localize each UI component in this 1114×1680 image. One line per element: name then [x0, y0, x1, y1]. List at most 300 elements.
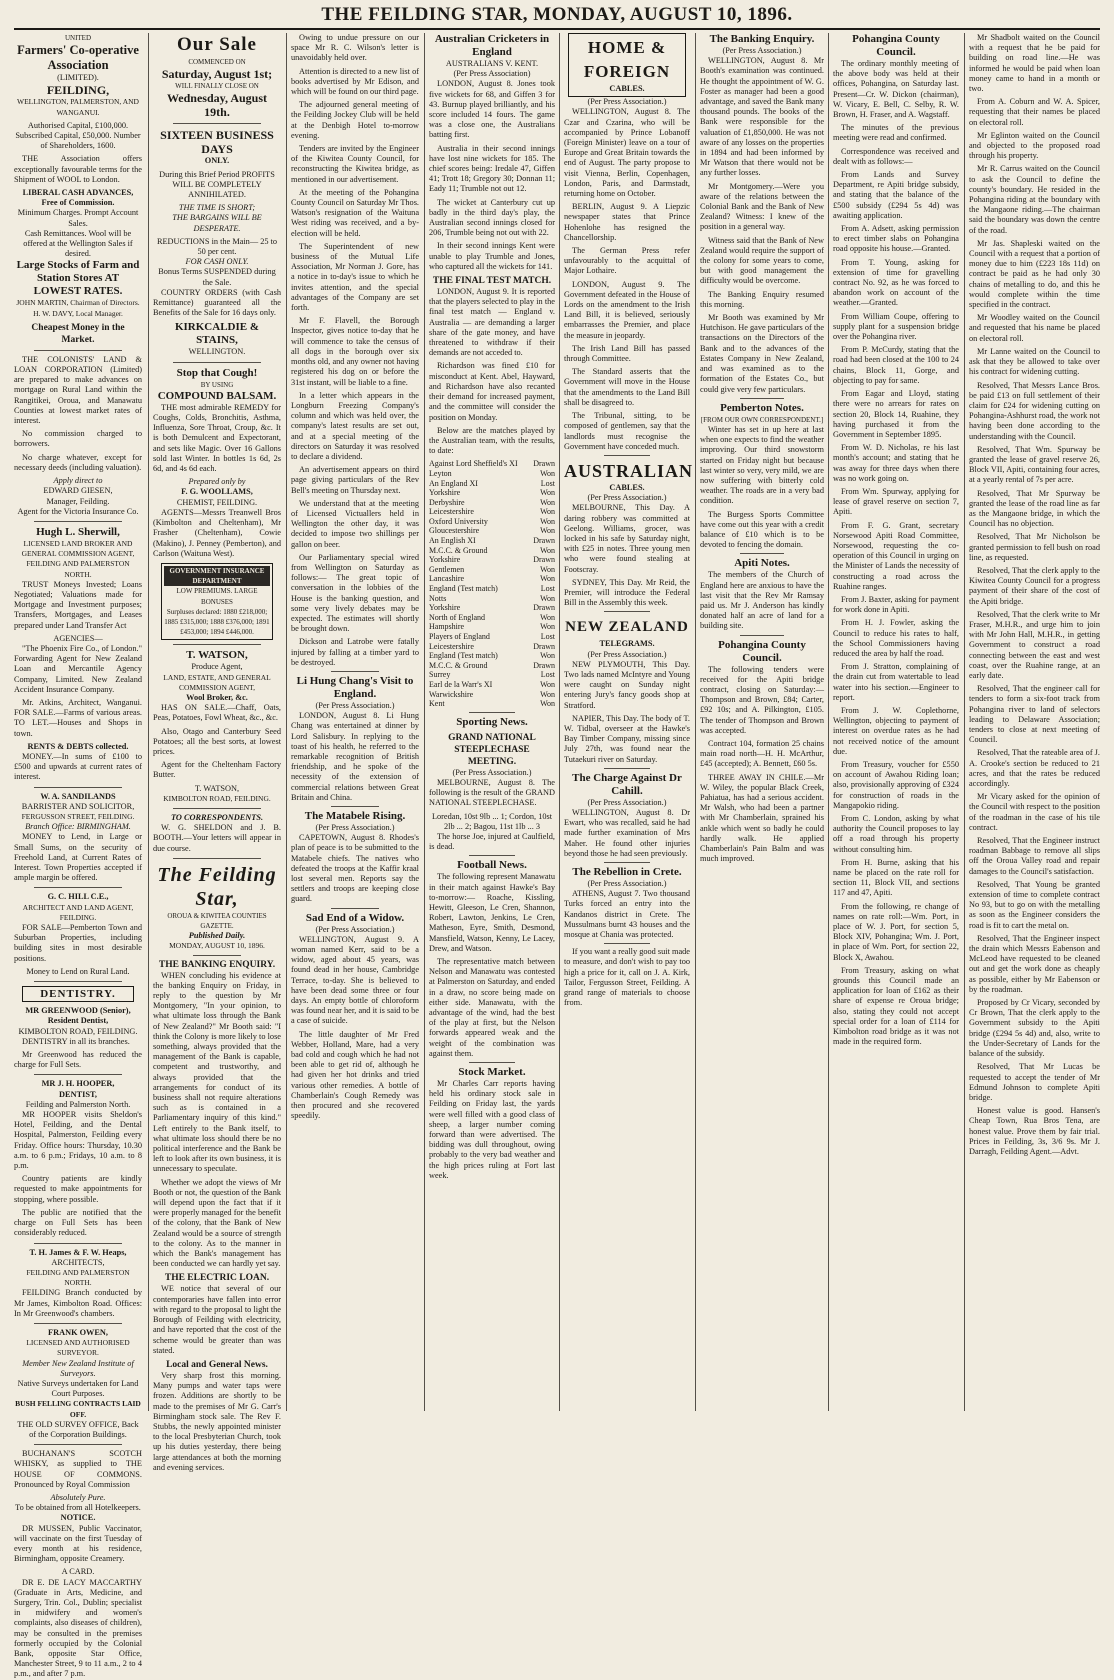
capital-text: Authorised Capital, £100,000. Subscribed Capital, £50,000. Number of Shareholders, 1600.: [15, 120, 141, 151]
council-text-13: From J. Baxter, asking for payment for work done in Apiti.: [833, 594, 959, 615]
match-team: North of England: [429, 612, 485, 622]
bargains-text: THE BARGAINS WILL BE DESPERATE.: [172, 213, 262, 233]
pure-text: Absolutely Pure.: [50, 1492, 106, 1502]
match-result: Lost: [540, 670, 555, 680]
banking-text: WHEN concluding his evidence at the banking Enquiry on Friday, in reply to the question by Mr Montgomery, "In your opinion, to what ultimate loss through the Bank of New Zealand?" Mr Booth said: "I think the Colony is more likely to lose something, always provided that the management of the Bank is capable, competent and trustworthy, and always provided that the arrangements for conduct of its business shall not require alterations such as is contained in a Parliamentary inquiry of this kind." Left entirely to the Bank itself, to what ultimate loss should there be no political interference and the Bank be left to look after its own business, it is unnecessary to speculate.: [153, 970, 281, 1174]
column-6: [700, 33, 824, 1411]
match-result: Drawn: [533, 459, 555, 469]
hooper-loc: Feilding and Palmerston North.: [25, 1099, 131, 1109]
column-7: [833, 33, 959, 1411]
rebellion-heading: The Rebellion in Crete.: [572, 866, 682, 878]
col8-text-11: Resolved, That Mr Nicholson be granted permission to fell bush on road line, as requested.: [969, 532, 1100, 562]
match-team: Warwickshire: [429, 689, 474, 699]
bonus-text: Bonus Terms SUSPENDED during the Sale.: [158, 267, 276, 287]
native-text: Native Surveys undertaken for Land Court Purposes.: [17, 1378, 139, 1399]
separator: [604, 455, 650, 456]
col3-text-4: Tenders are invited by the Engineer of the Kiwitea County Council, for reconstructing the Kiwitea bridge, as mentioned in our advertisement.: [291, 144, 419, 184]
football-heading: Football News.: [457, 859, 527, 872]
during-text: During this Brief Period PROFITS WILL BE COMPLETELY ANNIHILATED.: [159, 169, 275, 200]
match-team: Yorkshire: [429, 555, 461, 565]
match-result: Won: [540, 651, 555, 661]
match-team: Earl de la Warr's XI: [429, 679, 493, 689]
masthead: [14, 4, 1100, 30]
col8-text-5: Mr Jas. Shapleski waited on the Council with a request that a portion of money due to him (£223 18s 11d) on contract be paid as he had only 30 chains of metalling to do, and this he would complete within the time specified in the contract.: [969, 238, 1100, 310]
council-text-1: The ordinary monthly meeting of the above body was held at their offices, Pohangina, on Saturday last. Present—Cr. W. Dickon (chairman), W. Vicary, E. Bell, C. Selby, R. W. Brown, H. Fraser, and A. Wagstaff.: [833, 59, 959, 120]
column-5: [564, 33, 694, 1411]
licensed-text: LICENSED AND AUTHORISED SURVEYOR.: [26, 1338, 130, 1358]
match-row: [429, 488, 555, 498]
kirkcaldie-heading: KIRKCALDIE & STAINS,: [174, 321, 260, 347]
banking-enquiry-text-5: Mr Booth was examined by Mr Hutchison. He gave particulars of the transactions on the Directors of the Bank and to the advances of the Estates Company in New Zealand, and was examined as to the formation of the Estates Co., but could give very few particulars.: [700, 313, 824, 394]
col8-text-15: Resolved, That the rateable area of J. A. Crooke's section be reduced to 21 acres, and that the rates be reduced accordingly.: [969, 748, 1100, 789]
intro-text: THE Association offers exceptionally favourable terms for the Shipment of WOOL to London.: [14, 154, 142, 184]
colonists-text: THE COLONISTS' LAND & LOAN CORPORATION (Limited) are prepared to make advances on mortgage on Rural Land within the Rangitikei, Oroua, and Manawatu Counties at lowest market rates of interest.: [14, 354, 142, 426]
cables-text-7: The Tribunal, sitting, to be composed of gentlemen, say that the landlords must recognise the Government have conceded much.: [564, 411, 690, 451]
only-label: ONLY.: [204, 156, 230, 166]
final-text: LONDON, August 9. It is reported that the players selected to play in the final test match — England v. Australia — are demanding a larger share of the gate money, and have threatened to withdraw if their demands are not acceded to.: [429, 287, 555, 358]
cricket-text-3: The wicket at Canterbury cut up badly in the third day's play, the Australian second innings closed for 206, Trumble being not out with 22.: [429, 197, 555, 238]
separator: [34, 1243, 122, 1244]
col8-text-8: Resolved, That Messrs Lance Bros. be paid £13 on full settlement of their claim for £24 for widening cutting on Pohangina-Ashhurst road, the work not having been done according to the understanding with the Council.: [969, 380, 1100, 441]
acard-heading: A CARD.: [61, 1567, 95, 1577]
match-result: Drawn: [533, 555, 555, 565]
match-result: Lost: [540, 478, 555, 488]
separator: [34, 1444, 122, 1445]
col3-text-5: At the meeting of the Pohangina County Council on Saturday Mr Thos. Watson's resignation of the Waituna West riding was received, and a by-election will be held.: [291, 187, 419, 238]
sad-heading: Sad End of a Widow.: [305, 911, 405, 924]
matabele-tag: (Per Press Association.): [315, 823, 395, 833]
match-row: [429, 670, 555, 680]
match-team: England (Test match): [429, 651, 498, 661]
match-row: [429, 469, 555, 479]
published-text: Published Daily.: [188, 931, 246, 941]
nz-text: NEW PLYMOUTH, This Day. Two lads named McIntyre and Young were caught on Sunday night entering Jury's fancy goods shop at Stratford.: [564, 659, 690, 710]
grand-results: Loredan, 10st 9lb ... 1; Cordon, 10st 2lb ... 2; Bagou, 11st 1lb ... 3: [431, 811, 553, 831]
col3-text-9: An advertisement appears on third page giving particulars of the Rev Bell's meeting on Thursday next.: [291, 465, 419, 495]
match-result: Drawn: [533, 660, 555, 670]
separator: [173, 123, 261, 124]
country-orders-text: COUNTRY ORDERS (with Cash Remittance) guaranteed all the Benefits of the Sale for 16 days only.: [153, 287, 281, 318]
separator: [740, 553, 784, 554]
separator: [34, 350, 122, 351]
pohangina-text-3: THREE AWAY IN CHILE.—Mr W. Wiley, the popular Black Creek, Pahiatua, has had a serious accident. Mr Walsh, who had been a partner with Mr Chamberlain, sprained his ankle which went so badly he could hardly walk. He applied Chamberlain's Pain Balm and was much improved.: [700, 772, 824, 864]
separator: [34, 521, 122, 522]
barrister-text: BARRISTER AND SOLICITOR,: [21, 801, 135, 811]
australian-heading: AUSTRALIAN: [564, 460, 694, 481]
match-row: [429, 651, 555, 661]
time-text: THE TIME IS SHORT;: [178, 203, 256, 213]
match-row: [429, 690, 555, 700]
col3-text-2: Attention is directed to a new list of books advertised by Mr Edison, and which will be found on our third page.: [291, 66, 419, 97]
match-row: [429, 594, 555, 604]
col8-text-9: Resolved, That Wm. Spurway be granted the lease of gravel reserve 26, Block VII, Apiti, containing four acres, at a yearly rental of 7s per acre.: [969, 444, 1100, 485]
column-2: [153, 33, 281, 1472]
nowhatever-text: No charge whatever, except for necessary deeds (including valuation).: [14, 452, 142, 472]
separator: [173, 362, 261, 363]
col8-text-1: Mr Shadbolt waited on the Council with a request that he be paid for building on road line.—He was informed he would be paid when loan money came to hand in a month or two.: [969, 33, 1100, 94]
canterbury-text: Also, Otago and Canterbury Seed Potatoes; all the best sorts, at lowest prices.: [153, 726, 281, 756]
assoc-name: Farmers' Co-operative Association: [17, 43, 139, 73]
prepared-text: Prepared only by: [188, 477, 246, 487]
kimbolton-text: KIMBOLTON ROAD, FEILDING.: [18, 1026, 138, 1036]
council-text-3: Correspondence was received and dealt with as follows:—: [833, 146, 959, 166]
charge-text: WELLINGTON, August 8. Dr Ewart, who was recalled, said he had made further examination of Mrs Maher. He found other injuries beyond those he had seen previously.: [564, 807, 690, 858]
star-title: The Feilding Star,: [157, 863, 277, 910]
col8-text-3: Mr Eglinton waited on the Council and objected to the proposed road through his property.: [969, 130, 1100, 161]
separator: [173, 858, 261, 859]
council-text-4: From Lands and Survey Department, re Apiti bridge subsidy, and stating that the balance of the £500 subsidy (£294 5s 4d) was awaiting application.: [833, 170, 959, 220]
council-text-20: From the following, re change of names on rate roll:—Wm. Port, in place of W. J. Port, for section 5, Block XIV, Pohangina; Wm. J. Port, in place of Wm. Port, for section 22, Block X, Awahou.: [833, 901, 959, 962]
hason-text: HAS ON SALE.—Chaff, Oats, Peas, Potatoes, Fowl Wheat, &c., &c.: [153, 703, 281, 723]
col3-text-3: The adjourned general meeting of the Feilding Jockey Club will be held at the Denbigh Hotel to-morrow evening.: [291, 100, 419, 140]
local-text: Very sharp frost this morning. Many pumps and water taps were frozen. Additions are shortly to be made to the premises of Mr G. Carr's Birmingham stock sale. The Rev F. Stubbs, the newly appointed minister to the local Presbyterian Church, took up his duties yesterday, there being large attendances at both the morning and evening services.: [153, 1370, 281, 1472]
saturday-label: Saturday, August 1st;: [161, 67, 273, 82]
separator: [331, 671, 379, 672]
final-heading: THE FINAL TEST MATCH.: [432, 276, 552, 287]
col8-text-18: Resolved, That Young be granted extension of time to complete contract No 93, but to go on with the metalling as soon as the Engineer considers the road is fit to cart the metal on.: [969, 879, 1100, 930]
wool-text: Wool Broker, &c.: [186, 692, 248, 702]
nz-tag: (Per Press Association.): [587, 649, 667, 659]
banking-text-2: Whether we adopt the views of Mr Booth or not, the question of the Bank will depend upon the fact that if it were properly managed for the benefit of the colony, that the Bank of New Zealand would be a source of strength to the colony. As to the manner in which the Bank's management has been conducted we can hardly yet say.: [153, 1177, 281, 1269]
electric-heading: THE ELECTRIC LOAN.: [164, 1273, 270, 1284]
grand-heading: GRAND NATIONAL STEEPLECHASE MEETING.: [448, 732, 536, 767]
stocks-text: Large Stocks of Farm and Station Stores AT LOWEST RATES.: [16, 259, 140, 298]
final-text-2: Richardson was fined £10 for misconduct at Kent. Abel, Hayward, and Richardson have also recanted their demand for increased payment, and the committee will consider the position on Monday.: [429, 361, 555, 422]
trust-text: TRUST Moneys Invested; Loans Negotiated; Valuations made for Mortgage and Investment purposes; Transfers, Mortgages, and Leases prepared under Land Transfer Act: [14, 579, 142, 630]
greenwood-name: MR GREENWOOD (Senior), Resident Dentist,: [25, 1006, 131, 1026]
cricket-tag: (Per Press Association): [453, 69, 531, 79]
public-text: The public are notified that the charge on Full Sets has been considerably reduced.: [14, 1207, 142, 1238]
col3-text-11: Our Parliamentary special wired from Wellington on Saturday as follows:— The great topic of conversation in the lobbies of the House is the banking question, and some very lively debates may be expected. The estimates will shortly be brought down.: [291, 552, 419, 634]
separator: [604, 611, 650, 612]
council-text-2: The minutes of the previous meeting were read and confirmed.: [833, 123, 959, 143]
land-text: LAND, ESTATE, AND GENERAL COMMISSION AGENT,: [163, 672, 271, 692]
match-team: Gentlemen: [429, 564, 465, 574]
separator: [173, 644, 261, 645]
feilding-branch-text: FEILDING Branch conducted by Mr James, Kimbolton Road. Offices: In Mr Greenwood's chambers.: [14, 1288, 142, 1318]
council-text-21: From Treasury, asking on what grounds this Council made an application for loan of £162 as their share of expense re Oroua bridge; also, stating they could not accept special order for a loan of £114 for Kimbolton road bridge as it was not made in the required form.: [833, 965, 959, 1047]
chemist-text: CHEMIST, FEILDING.: [176, 497, 258, 507]
by-using-label: BY USING: [200, 380, 234, 389]
match-result: Lost: [540, 584, 555, 594]
charge-tag: (Per Press Association.): [587, 797, 667, 807]
council-text-16: From J. W. Coplethorne, Wellington, objecting to payment of interest on overdue rates as he had not received notice of the amount due.: [833, 705, 959, 756]
australian-text: MELBOURNE, This Day. A daring robbery was committed at Geelong. Williams, grocer, was locked in his safe by Saturday night, with £25 in notes. Three young men who were found stealing at Footscray.: [564, 503, 690, 574]
date-text: MONDAY, AUGUST 10, 1896.: [169, 941, 265, 951]
match-team: Surrey: [429, 670, 451, 680]
insurance-box: [161, 563, 273, 640]
match-result: Won: [540, 593, 555, 603]
banking-enquiry-text-1: WELLINGTON, August 8. Mr Booth's examination was continued. He thought the appointment of W. G. Foster as manager had been a good advantage, and saved the Bank many thousand pounds. The books of the Bank were responsible for the valuation of £1,850,000. He was not aware of any losses on the properties in 1894 and had been informed by Mr Watson that there would not be any further losses.: [700, 56, 824, 178]
separator: [740, 635, 784, 636]
atkins-text: Mr. Atkins, Architect, Wanganui. FOR SALE.—Farms of various areas. TO LET.—Houses and Shops in town.: [14, 697, 142, 738]
match-result: Drawn: [533, 536, 555, 546]
australian-text-2: SYDNEY, This Day. Mr Reid, the Premier, will introduce the Federal Bill in the Assembly this week.: [564, 577, 690, 608]
heaps-name: T. H. James & F. W. Heaps,: [29, 1247, 127, 1257]
col8-text-10: Resolved, That Mr Spurway be granted the lease of the road line as far as the Mangaone bridge, in which the Council has no objection.: [969, 488, 1100, 529]
separator: [604, 768, 650, 769]
match-result: Won: [540, 574, 555, 584]
apply-text: Apply direct to: [53, 476, 103, 486]
minimum-text: Minimum Charges. Prompt Account Sales.: [17, 208, 139, 228]
hill-title: ARCHITECT AND LAND AGENT, FEILDING.: [22, 902, 134, 922]
rents-text: RENTS & DEBTS collected.: [27, 741, 129, 751]
match-team: Gloucestershire: [429, 526, 480, 536]
bush-text: BUSH FELLING CONTRACTS LAID OFF.: [15, 1399, 141, 1419]
banking-enquiry-text-4: The Banking Enquiry resumed this morning.: [700, 289, 824, 309]
watson2-name: T. WATSON,: [194, 783, 240, 793]
oldsurvey-text: THE OLD SURVEY OFFICE, Back of the Corporation Buildings.: [17, 1419, 139, 1439]
council-text-7: From William Coupe, offering to supply plant for a suspension bridge over the Pohangina river.: [833, 311, 959, 342]
rebellion-text: ATHENS, August 7. Two thousand Turks forced an entry into the Kandanos district in Crete. The Mussulmans burnt 43 houses and the mosque at Chania was protected.: [564, 889, 690, 940]
match-result: Won: [540, 488, 555, 498]
separator: [604, 862, 650, 863]
watson-name: T. WATSON,: [186, 649, 248, 662]
lihung-heading: Li Hung Chang's Visit to England.: [296, 674, 414, 700]
rebellion-tag: (Per Press Association.): [587, 879, 667, 888]
col3-text-12: Dickson and Latrobe were fatally injured by falling at a timber yard to be destroyed.: [291, 637, 419, 667]
pemberton-tag: [FROM OUR OWN CORRESPONDENT.]: [700, 415, 824, 424]
correspondents-text: W. G. SHELDON and J. B. BOOTH.—Your letters will appear in due course.: [153, 823, 281, 853]
money2-text: MONEY to Lend, in Large or Small Sums, on the security of Freehold Land, at Current Rates of Interest. Town Properties accepted if ample margin be offered.: [14, 832, 142, 883]
col8-text-13: Resolved, That the clerk write to Mr Fraser, M.H.R., and urge him to join with Mr John Hall, M.H.R., in getting Government to construct a road connecting between the east and west coast, over the Ruahine range, at an early date.: [969, 609, 1100, 680]
reductions-text: REDUCTIONS in the Main— 25 to 50 per cent.: [156, 236, 278, 257]
buchanan-text: BUCHANAN'S SCOTCH WHISKY, as supplied to THE HOUSE OF COMMONS. Pronounced by Royal Commission: [14, 1449, 142, 1489]
pemberton-text-2: The Burgess Sports Committee have come out this year with a credit balance of £10 which is to be devoted to fencing the domain.: [700, 509, 824, 550]
col8-text-12: Resolved, That the clerk apply to the Kiwitea County Council for a progress payment of their share of the cost of the Apiti bridge.: [969, 565, 1100, 606]
columns: [14, 33, 1100, 1679]
col8-text-20: Proposed by Cr Vicary, seconded by Cr Brown, That the clerk apply to the Government subsidy to the Apiti bridge (£294 5s 4d) and, also, write to the Under-Secretary of Lands for the balance of the subsidy.: [969, 998, 1100, 1059]
hooper-name: MR J. H. HOOPER,: [41, 1079, 115, 1089]
council-text-5: From A. Adsett, asking permission to erect timber slabs on Pohangina road opposite his house.—Granted.: [833, 224, 959, 254]
sporting-heading: Sporting News.: [456, 715, 528, 728]
sandilands-name: W. A. SANDILANDS: [40, 791, 116, 801]
compound-heading: COMPOUND BALSAM.: [157, 389, 277, 402]
match-result: Won: [540, 526, 555, 536]
our-sale-heading: Our Sale: [177, 34, 257, 55]
cables-text-5: The Irish Land Bill has passed through Committee.: [564, 343, 690, 364]
table-intro: Below are the matches played by the Australian team, with the results, to date:: [429, 425, 555, 456]
col3-text-10: We understand that at the meeting of Licensed Victuallers held in Wellington the other day, it was decided to impose two shillings per gallon on beer.: [291, 498, 419, 549]
agent-text: Agent for the Victoria Insurance Co.: [17, 506, 139, 516]
council-text-19: From H. Burne, asking that his name be placed on the rate roll for section 11, Block VII, and sections 117 and 47, Apiti.: [833, 857, 959, 898]
match-result: Lost: [540, 632, 555, 641]
match-team: M.C.C. & Ground: [429, 660, 488, 670]
agencies-text: "The Phoenix Fire Co., of London." Forwarding Agent for New Zealand Loan and Mercantile Agency Company, Limited. New Zealand Accident Insurance Company.: [14, 643, 142, 694]
produce-text: Produce Agent,: [191, 662, 243, 672]
banking-enquiry-text-3: Witness said that the Bank of New Zealand would require the support of the colony for some years to come, but with good management the difficulty would be overcome.: [700, 235, 824, 286]
insurance-banner: GOVERNMENT INSURANCE DEPARTMENT: [164, 566, 270, 586]
match-result: Won: [540, 545, 555, 555]
match-team: M.C.C. & Ground: [429, 545, 488, 555]
match-row: [429, 632, 555, 642]
united-label: UNITED: [64, 34, 92, 42]
lihung-tag: (Per Press Association.): [315, 700, 395, 710]
cricket-text-4: In their second innings Kent were unable to play Trumble and Jones, who captured all the wickets for 141.: [429, 241, 555, 271]
match-team: Yorkshire: [429, 603, 461, 613]
martin-text: JOHN MARTIN, Chairman of Directors. H. W. DAVY, Local Manager.: [16, 298, 140, 318]
column-8: [969, 33, 1100, 1411]
stop-heading: Stop that Cough!: [176, 366, 258, 379]
cables-text-3: The German Press refer unfavourably to the acquittal of Major Lothaire.: [564, 246, 690, 276]
lihung-text: LONDON, August 8. Li Hung Chang was entertained at dinner by Lord Salisbury. In replying to the toast of his health, he referred to the remarkable recognition of British friendship, and he spoke of the necessity of the extension of commercial relations between Great Britain and China.: [291, 711, 419, 802]
sherwill-title: LICENSED LAND BROKER AND GENERAL COMMISSION AGENT, FEILDING AND PALMERSTON NORTH.: [21, 538, 135, 579]
hooper-text: MR HOOPER visits Sheldon's Hotel, Feilding, and the Dental Hospital, Palmerston, Feilding every Friday. Office hours: Thursday, 10.30 a.m. to 6 p.m.; Fridays, 10 a.m. to 8 p.m.: [14, 1110, 142, 1171]
pohangina-text: The following tenders were received for the Apiti bridge contract, closing on Saturday:— Thompson and Brown, £84; Carter, £92 10s; and A. Pilkington, £105. The tender of Thompson and Brown was accepted.: [700, 664, 824, 735]
banking-enquiry-text-2: Mr Montgomery.—Were you aware of the relations between the Colonial Bank and the Bank of New Zealand? Witness: I knew of the position in a general way.: [700, 181, 824, 232]
cables-text-2: BERLIN, August 9. A Liepzic newspaper states that Prince Hohenlohe has resigned the Chancellorship.: [564, 202, 690, 242]
stock-heading: Stock Market.: [458, 1066, 526, 1079]
column-rule: [964, 33, 965, 1411]
sad-text-2: The little daughter of Mr Fred Webber, Holland, Mare, had a very bad cold and cough which he had not been able to get rid of, although he had given her hot drinks and tried various other remedies. A bottle of Chamberlain's Cough Remedy was then procured and she recovered speedily.: [291, 1029, 419, 1121]
match-row: [429, 526, 555, 536]
woollams-name: F. G. WOOLLAMS,: [181, 487, 253, 497]
match-row: [429, 546, 555, 556]
column-4: [429, 33, 555, 1411]
match-team: Against Lord Sheffield's XI: [429, 459, 518, 469]
separator: [331, 908, 379, 909]
agents-text: AGENTS—Messrs Treanwell Bros (Kimbolton and Cheltenham), Mr Frasher (Cheltenham), Cowie (Makino), J. Penney (Pemberton), and Carlson (Waituna West).: [153, 507, 281, 558]
nz-text-2: NAPIER, This Day. The body of T. W. Tidbal, overseer at the Hawke's Bay Timber Company, missing since July 27th, was found near the Tutaekuri river on Saturday.: [564, 713, 690, 764]
australian-tag: (Per Press Association.): [587, 493, 667, 503]
banking-heading: THE BANKING ENQUIRY.: [158, 959, 276, 970]
cricket-text-2: Australia in their second innings have lost nine wickets for 185. The chief scores being: Iredale 47, Giffen 41; Trott 18; Gregory 30; Donnan 11; Eady 11; Trumble not out 12.: [429, 143, 555, 194]
matches-table: [429, 459, 555, 708]
match-row: [429, 699, 555, 709]
cheltenham-text: Agent for the Cheltenham Factory Butter.: [153, 760, 281, 780]
match-team: Oxford University: [429, 516, 488, 526]
separator: [34, 981, 122, 982]
football-text: The following represent Manawatu in their match against Hawke's Bay to-morrow:— Roache, Kissling, Hewitt, Gleeson, Le Cren, Shannon, Robert, Lawton, Jenkins, Le Cren, Matheson, Eyre, Smith, Desmond, Mansfield, Watson, Kenny, Le Lacey, Drew, and Watson.: [429, 872, 555, 953]
match-row: [429, 613, 555, 623]
col8-text-21: Resolved, That Mr Lucas be requested to accept the tender of Mr Edmund Johnson to complete Apiti bridge.: [969, 1062, 1100, 1102]
match-team: Leyton: [429, 468, 452, 478]
match-row: [429, 536, 555, 546]
col8-text-17: Resolved, That the Engineer instruct roadman Babbage to remove all slips off the Oroua Valley road and repair damages to the Council's satisfaction.: [969, 836, 1100, 876]
wednesday-label: Wednesday, August 19th.: [166, 91, 268, 120]
match-team: England (Test match): [429, 584, 498, 594]
manager-text: Manager, Feilding.: [46, 496, 110, 506]
cables-sub: CABLES.: [609, 84, 645, 93]
forsale-text: FOR SALE—Pemberton Town and Suburban Properties, including building sites in most desirable positions.: [14, 923, 142, 963]
match-result: Won: [540, 507, 555, 517]
forcash-text: FOR CASH ONLY.: [185, 257, 249, 267]
limited-label: (LIMITED).: [57, 73, 99, 83]
match-row: [429, 574, 555, 584]
sad-text: WELLINGTON, August 9. A woman named Kerr, said to be a widow, aged about 45 years, was found dead in her house, Cambridge Terrace, to-day. She is believed to have been dead some three or four days. An empty bottle of chloroform was found near her, and it is said to be a case of suicide.: [291, 934, 419, 1026]
sad-tag: (Per Press Association.): [315, 924, 395, 934]
oroua-text: OROUA & KIWITEA COUNTIES GAZETTE.: [167, 911, 267, 930]
kirk-advt: If you want a really good suit made to measure, and don't wish to pay too high a price for it, call on J. A. Kirk, Tailor, Fergusson Street, Feilding. A grand range of materials to choose from.: [564, 947, 690, 1008]
match-result: Won: [540, 564, 555, 574]
match-row: [429, 642, 555, 652]
architects-text: ARCHITECTS,: [51, 1257, 105, 1267]
hooper-title: DENTIST,: [59, 1089, 97, 1099]
giesen-text: EDWARD GIESEN,: [43, 486, 113, 496]
match-result: Won: [540, 516, 555, 526]
cheapest-text: Cheapest Money in the Market.: [31, 322, 125, 345]
col3-text-8: In a letter which appears in the Longburn Freezing Company's column and which was held over, the company's latest results are set out, and at a special meeting of the directors on Saturday it was resolved to declare a dividend.: [291, 390, 419, 461]
column-rule: [148, 33, 149, 1411]
sixteen-label: SIXTEEN BUSINESS DAYS: [160, 128, 274, 157]
agencies-label: AGENCIES—: [53, 633, 103, 643]
surplus-text: Surpluses declared: 1880 £218,000; 1885 £315,000; 1888 £376,000; 1891 £453,000; 1894 £446,000.: [164, 607, 270, 637]
match-team: Derbyshire: [429, 497, 465, 507]
pemberton-heading: Pemberton Notes.: [720, 401, 804, 414]
match-result: Won: [540, 689, 555, 699]
match-row: [429, 680, 555, 690]
local-heading: Local and General News.: [166, 1359, 268, 1370]
match-row: [429, 565, 555, 575]
cables-title: HOME & FOREIGN: [583, 38, 671, 81]
separator: [193, 955, 241, 956]
col8-text-2: From A. Coburn and W. A. Spicer, requesting that their names be placed on electoral roll.: [969, 97, 1100, 127]
match-result: Won: [540, 679, 555, 689]
column-1: [14, 33, 142, 1679]
column-rule: [695, 33, 696, 1411]
council-text-18: From C. London, asking by what authority the Council proposes to lay off a road through his property without consulting him.: [833, 814, 959, 854]
match-row: [429, 603, 555, 613]
match-result: Won: [540, 622, 555, 632]
cables-tag: (Per Press Association.): [587, 97, 667, 107]
dentistry-banner: DENTISTRY.: [22, 986, 134, 1002]
branch-text: Branch Office: BIRMINGHAM.: [25, 822, 131, 832]
cricket-text-1: LONDON, August 8. Jones took five wickets for 68, and Giffen 3 for 43. Burnup played brilliantly, and his score included 14 fours. The game was a close one, the Australians batting first.: [429, 79, 555, 140]
council-text-14: From H. J. Fowler, asking the Council to reduce his rates to half, the School Commissioners having reduced the area by half the road.: [833, 618, 959, 658]
cricket-sub: AUSTRALIANS V. KENT.: [445, 59, 539, 68]
town-label: FEILDING,: [46, 83, 110, 98]
col8-text-7: Mr Lanne waited on the Council to ask that they be allowed to take over his contract for widening cutting.: [969, 346, 1100, 377]
match-row: [429, 517, 555, 527]
liberal-text: LIBERAL CASH ADVANCES, Free of Commission.: [22, 188, 134, 208]
cables-text-4: LONDON, August 9. The Government defeated in the House of Lords on the amendment to the Irish Land Bill, it is believed, seriously embarrasses the Premier, and place the measure in jeopardy.: [564, 279, 690, 340]
match-row: [429, 498, 555, 508]
match-row: [429, 584, 555, 594]
commenced-label: COMMENCED ON: [188, 58, 246, 66]
lacy-text: DR E. DE LACY MACCARTHY (Graduate in Arts, Medicine, and Surgery, Trin. Col., Dublin; specialist in midwifery and women's complaints, also diseases of children), may be consulted in the premises formerly occupied by the Colonial Bank, opposite Star Office, Manchester Street, 9 to 11 a.m., 2 to 4 p.m., and after 7 p.m.: [14, 1577, 142, 1679]
col3-text-1: Owing to undue pressure on our space Mr R. C. Wilson's letter is unavoidably held over.: [291, 33, 419, 63]
nz-sub: TELEGRAMS.: [599, 639, 655, 649]
council-text-17: From Treasury, voucher for £550 on account of Awahou Riding loan; also, provisionally approving of £324 for construction of roads in the Mangapokio riding.: [833, 760, 959, 810]
match-result: Won: [540, 497, 555, 507]
pemberton-text: Winter has set in up here at last when one expects to find the weather improving. Our third snowstorm started on Friday night but because last winter so very, very mild, we are now suffering with bitterly cold weather. The roads are in a very bad condition.: [700, 424, 824, 506]
separator: [34, 1323, 122, 1324]
nz-heading: NEW ZEALAND: [565, 619, 689, 636]
money3-text: Money to Lend on Rural Land.: [26, 966, 130, 976]
heaps-loc: FEILDING AND PALMERSTON NORTH.: [26, 1267, 130, 1288]
match-row: [429, 507, 555, 517]
compound-text: THE most admirable REMEDY for Coughs, Colds, Bronchitis, Asthma, Influenza, Sore Throat, Croup, &c. It is both Demulcent and Expectorant, and sets like Magic. Over 16 Gallons sold last Winter. In bottles 1s 6d, 2s 6d, and 4s 6d each.: [153, 402, 281, 474]
cash-text: Cash Remittances. Wool will be offered at the Wellington Sales if desired.: [23, 228, 133, 259]
dentistry-all-text: DENTISTRY in all its branches.: [22, 1036, 130, 1046]
match-result: Won: [540, 468, 555, 478]
grand-text: MELBOURNE, August 8. The following is the result of the GRAND NATIONAL STEEPLECHASE.: [429, 777, 555, 808]
match-team: An England XI: [429, 478, 478, 488]
column-3: [291, 33, 419, 1411]
greenwood2-text: Mr Greenwood has reduced the charge for Full Sets.: [14, 1050, 142, 1070]
pohangina-heading-2: Pohangina County Council.: [718, 638, 806, 664]
notice-heading: NOTICE.: [60, 1513, 96, 1523]
column-rule: [559, 33, 560, 1411]
kimbolton-rd-text: KIMBOLTON ROAD, FEILDING.: [163, 793, 271, 803]
cables-text-1: WELLINGTON, August 8. The Czar and Czarina, who will be accompanied by Prince Lobanoff (Foreign Minister) leave on a tour of Europe and Great Britain towards the end of August. The party propose to visit Vienna, Berlin, Copenhagen, London, Paris, and Darmstadt, returning home on October.: [564, 107, 690, 199]
match-row: [429, 555, 555, 565]
money-text: MONEY.—In sums of £100 to £500 and upwards at current rates of interest.: [14, 751, 142, 782]
country-text: Country patients are kindly requested to make appointments for stopping, where possible.: [14, 1174, 142, 1204]
continue-label: WILL FINALLY CLOSE ON: [175, 82, 259, 91]
separator: [740, 398, 784, 399]
stock-text: Mr Charles Carr reports having held his ordinary stock sale in Feilding on Friday last, the yards were well filled with a good class of sheep, a larger number coming forward than were advertised. The bidding was dull throughout, owing probably to the very bad weather and the high prices ruling at Fort last week.: [429, 1079, 555, 1180]
